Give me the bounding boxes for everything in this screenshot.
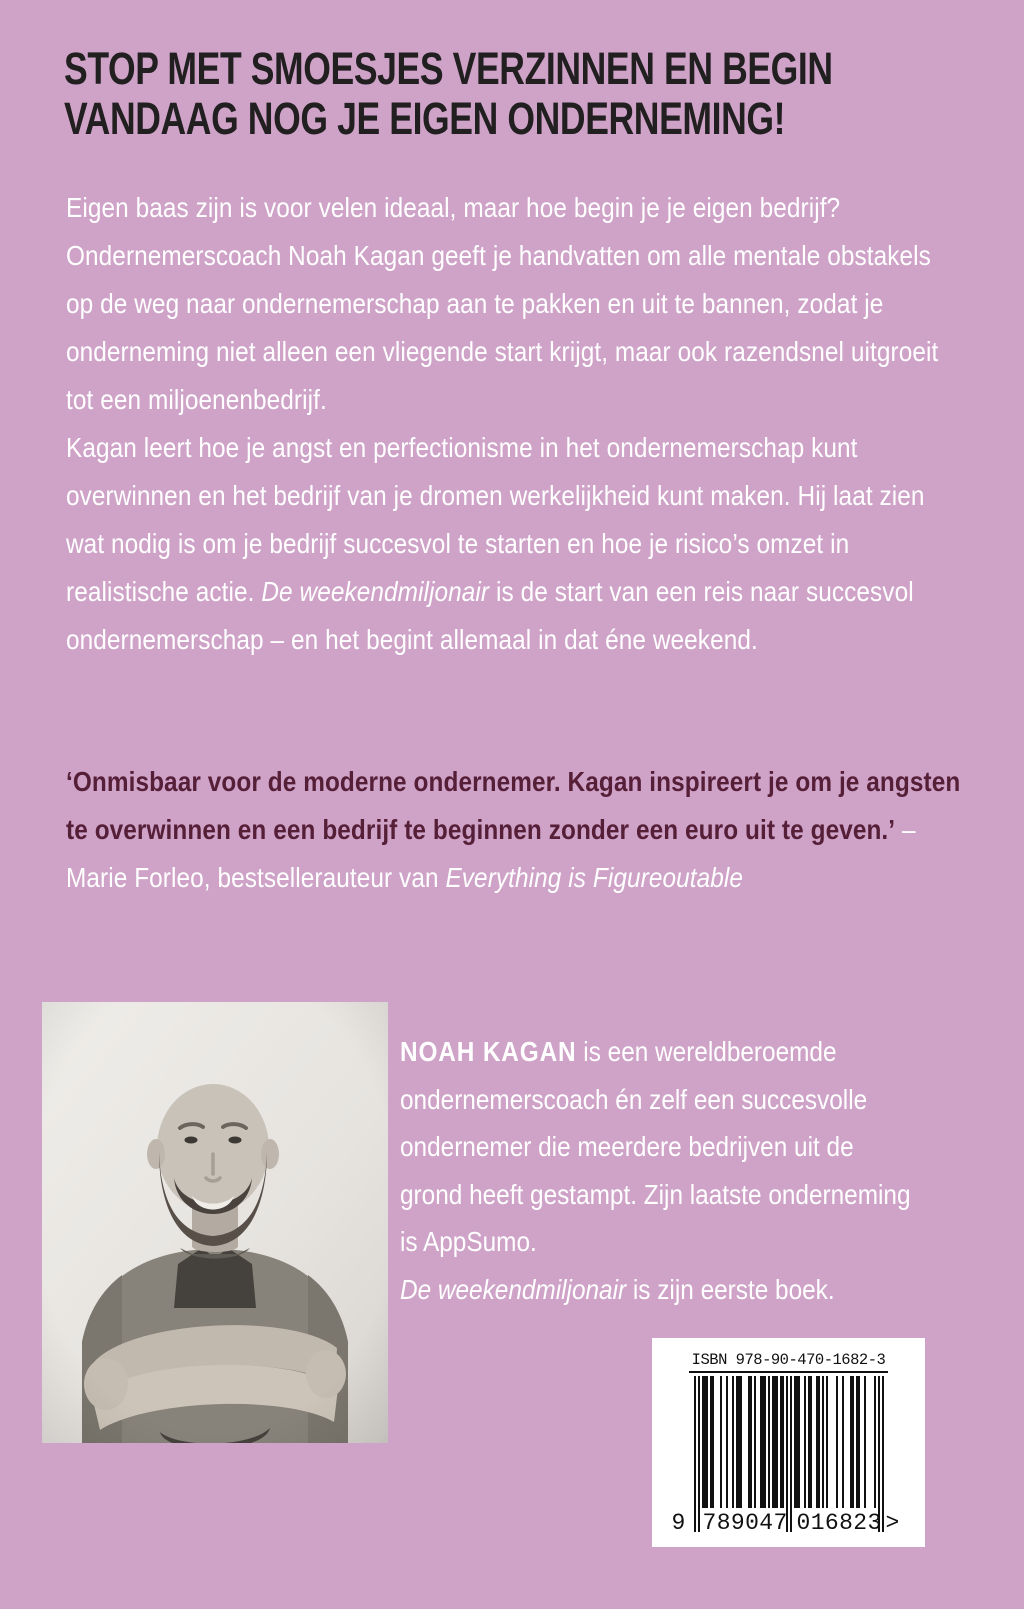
- book-title-inline: De weekendmiljonair: [261, 576, 490, 607]
- quote-attribution-book-title: Everything is Figureoutable: [445, 862, 743, 893]
- barcode-arrow: >: [885, 1510, 900, 1536]
- synopsis: [66, 184, 962, 664]
- author-name: NOAH KAGAN: [400, 1036, 577, 1067]
- bio-book-title: De weekendmiljonair: [400, 1273, 627, 1305]
- synopsis-p1-text: Eigen baas zijn is voor velen ideaal, maar hoe begin je je eigen bedrijf? Ondernemerscoach Noah Kagan geeft je handvatten om alle mentale obstakels op de weg naar ondernemerschap aan te pakken en uit te bannen, zodat je onderneming niet alleen een vliegende start krijgt, maar ook razendsnel uitgroeit tot een miljoenenbedrijf.: [66, 192, 939, 415]
- author-photo: [42, 1002, 388, 1443]
- bio-text: is een wereldberoemde ondernemerscoach én zelf een succesvolle ondernemer die meerdere bedrijven uit de grond heeft gestampt. Zijn laatste onderneming is AppSumo.: [400, 1036, 911, 1257]
- photo-vignette: [42, 1002, 388, 1443]
- barcode-digits-group2: 016823: [796, 1510, 882, 1536]
- quote-attribution: – Marie Forleo, bestsellerauteur van: [66, 814, 916, 893]
- endorsement-quote: [66, 758, 962, 902]
- barcode-digit-first: 9: [671, 1510, 686, 1536]
- synopsis-p2-text: Kagan leert hoe je angst en perfectionisme in het ondernemerschap kunt overwinnen en het bedrijf van je dromen werkelijkheid kunt maken. Hij laat zien wat nodig is om je bedrijf succesvol te starten en hoe je risico’s omzet in realistische actie.: [66, 432, 925, 607]
- synopsis-paragraph-1: [66, 184, 962, 424]
- synopsis-paragraph-2: [66, 424, 962, 664]
- barcode-box: [652, 1338, 925, 1547]
- isbn-label: ISBN 978-90-470-1682-3: [689, 1351, 889, 1373]
- headline-line-2: VANDAAG NOG JE EIGEN ONDERNEMING!: [64, 93, 786, 144]
- headline-line-1: STOP MET SMOESJES VERZINNEN EN BEGIN: [64, 43, 833, 94]
- author-bio: [400, 1028, 922, 1313]
- synopsis-p2-text-after: is de start van een reis naar succesvol ondernemerschap – en het begint allemaal in dat éne weekend.: [66, 576, 914, 655]
- bio-paragraph: [400, 1028, 922, 1266]
- headline: [64, 44, 1024, 144]
- barcode-digits-group1: 789047: [702, 1510, 788, 1536]
- quote-paragraph: [66, 758, 962, 902]
- bio-book-text: is zijn eerste boek.: [626, 1273, 835, 1305]
- barcode: [671, 1376, 900, 1538]
- quote-text: ‘Onmisbaar voor de moderne ondernemer. Kagan inspireert je om je angsten te overwinnen en een bedrijf te beginnen zonder een euro uit te geven.’: [66, 766, 961, 845]
- bio-book-line: [400, 1266, 922, 1314]
